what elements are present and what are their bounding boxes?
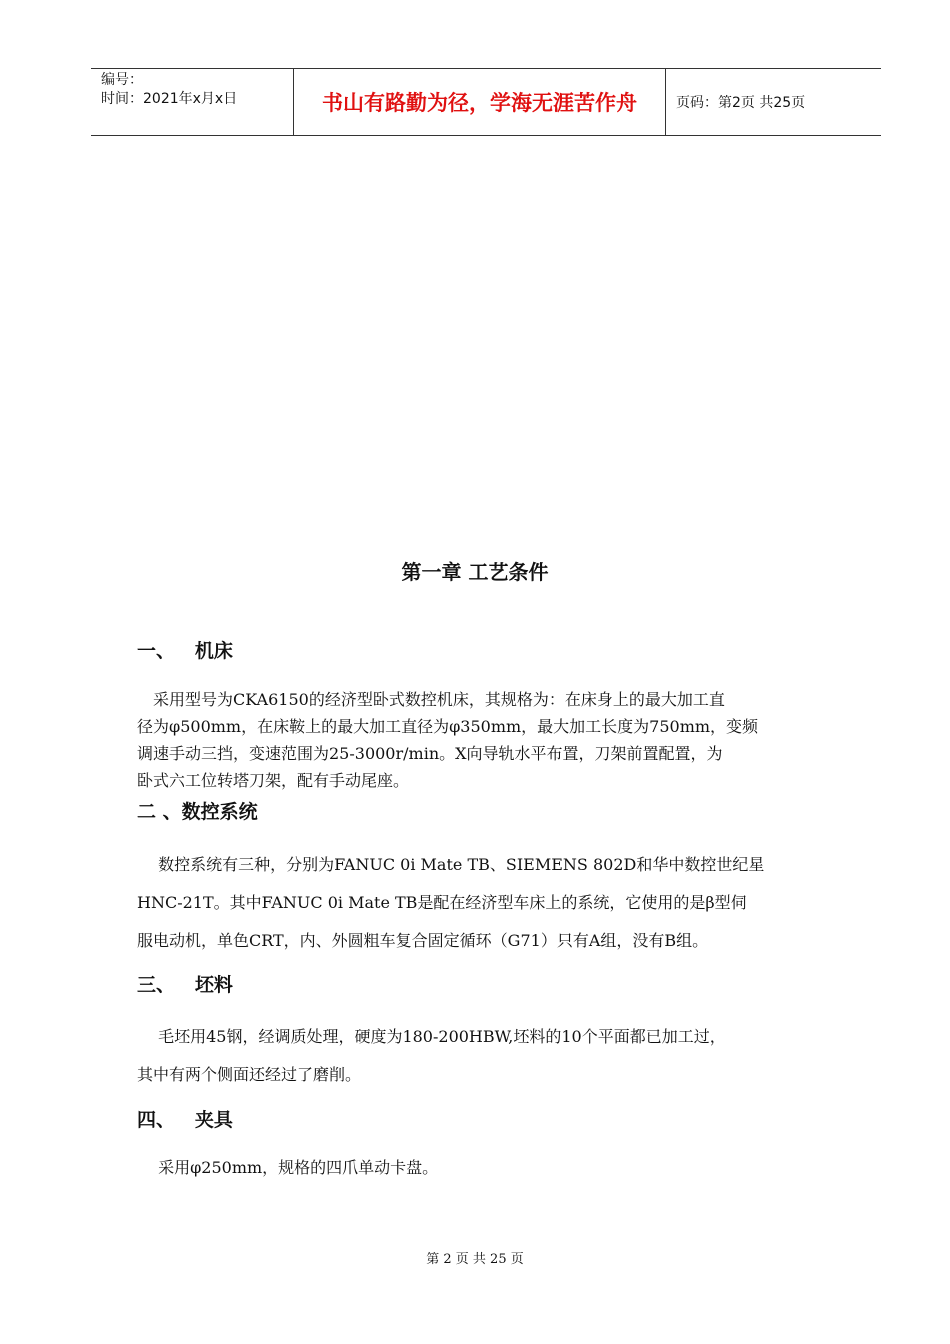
section-heading-fixture: 四、 夹具 (137, 1109, 233, 1131)
header-table (91, 68, 881, 136)
section-heading-blank: 三、 坯料 (137, 974, 233, 996)
section-paragraph-blank (137, 1018, 837, 1094)
paragraph-line: 其中有两个侧面还经过了磨削。 (137, 1065, 362, 1084)
section-heading-machine: 一、 机床 (137, 640, 233, 662)
paragraph-line: 调速手动三挡，变速范围为25-3000r/min。X向导轨水平布置，刀架前置配置，为 (137, 744, 723, 763)
document-date: 时间：2021年x月x日 (101, 91, 238, 107)
paragraph-line: 数控系统有三种，分别为FANUC 0i Mate TB、SIEMENS 802D和华中数控世纪星 (137, 855, 765, 874)
section-paragraph-fixture (137, 1153, 837, 1183)
header-left-cell (91, 69, 293, 135)
paragraph-line: 采用φ250mm，规格的四爪单动卡盘。 (137, 1158, 439, 1177)
section-paragraph-machine (137, 686, 837, 794)
paragraph-line: 采用型号为CKA6150的经济型卧式数控机床，其规格为：在床身上的最大加工直 (137, 690, 725, 709)
section-heading-cnc-system: 二 、数控系统 (137, 801, 258, 823)
chapter-title: 第一章 工艺条件 (401, 560, 549, 584)
paragraph-line: 卧式六工位转塔刀架，配有手动尾座。 (137, 771, 410, 790)
section-paragraph-cnc-system (137, 846, 837, 960)
page-footer: 第 2 页 共 25 页 (426, 1252, 524, 1267)
header-motto: 书山有路勤为径，学海无涯苦作舟 (293, 69, 666, 135)
paragraph-line: 毛坯用45钢，经调质处理，硬度为180-200HBW,坯料的10个平面都已加工过， (137, 1027, 726, 1046)
paragraph-line: 径为φ500mm，在床鞍上的最大加工直径为φ350mm，最大加工长度为750mm，变频 (137, 717, 759, 736)
header-page-info: 页码：第2页 共25页 (676, 95, 806, 111)
paragraph-line: HNC-21T。其中FANUC 0i Mate TB是配在经济型车床上的系统，它使用的是β型伺 (137, 893, 747, 912)
document-number-label: 编号： (101, 72, 143, 88)
paragraph-line: 服电动机，单色CRT，内、外圆粗车复合固定循环（G71）只有A组，没有B组。 (137, 931, 709, 950)
